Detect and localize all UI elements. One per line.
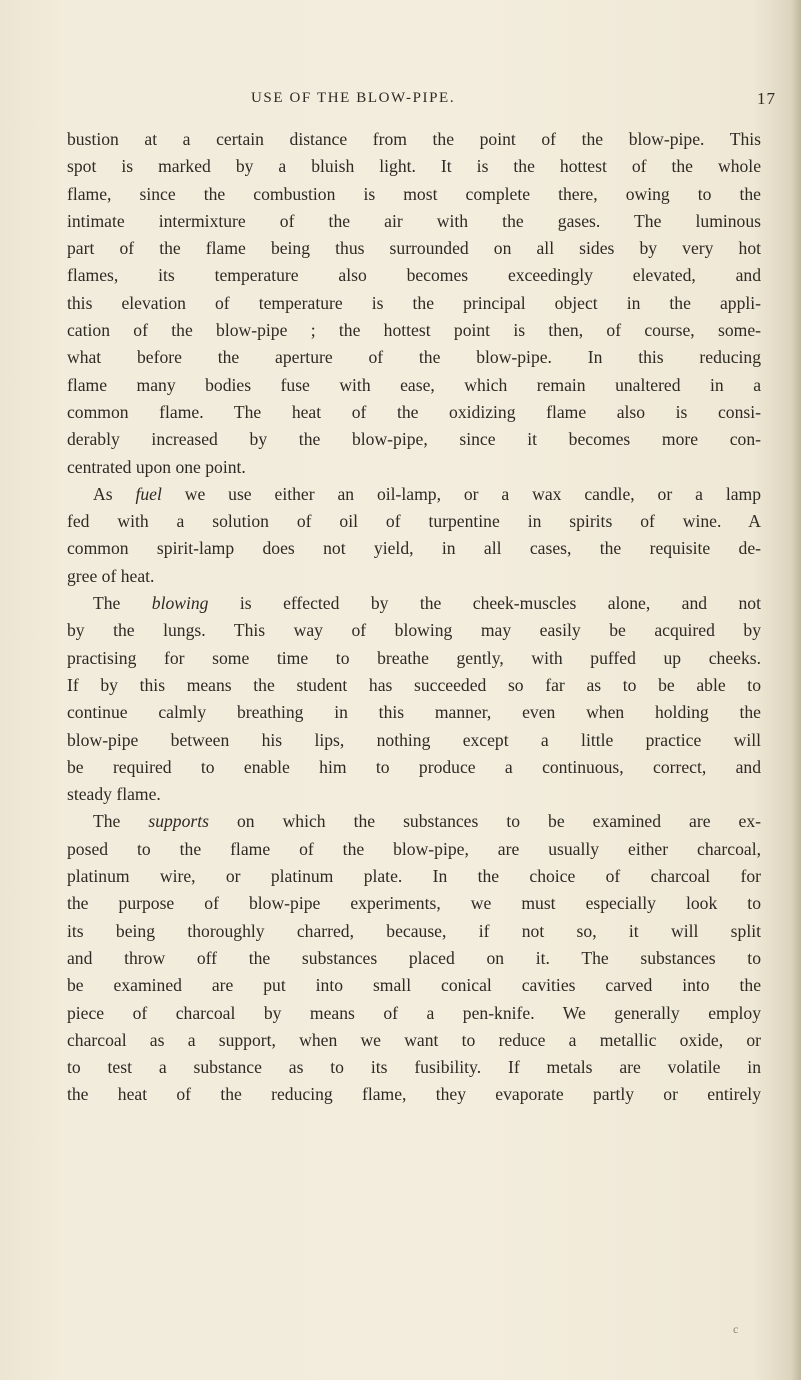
text-line: piece of charcoal by means of a pen-knife. We generally employ xyxy=(67,1002,761,1023)
text-line: the heat of the reducing flame, they evaporate partly or entirely xyxy=(67,1084,761,1105)
text-line: fed with a solution of oil of turpentine in spirits of wine. A xyxy=(67,511,761,532)
text-line: this elevation of temperature is the principal object in the appli- xyxy=(67,292,761,313)
text-line: practising for some time to breathe gently, with puffed up cheeks. xyxy=(67,647,761,668)
paragraph-lead-rest: on which the substances to be examined are ex- xyxy=(208,811,761,832)
paragraph-lead: The xyxy=(93,811,149,832)
page-number: 17 xyxy=(757,89,776,108)
running-title: USE OF THE BLOW-PIPE. xyxy=(251,90,456,106)
text-line: derably increased by the blow-pipe, since it becomes more con- xyxy=(67,429,761,450)
paragraph-supports xyxy=(67,808,761,1108)
text-line: intimate intermixture of the air with the gases. The luminous xyxy=(67,210,761,231)
paragraph-emphasis: fuel xyxy=(135,483,162,504)
signature-mark: c xyxy=(733,1322,739,1336)
text-line: platinum wire, or platinum plate. In the choice of charcoal for xyxy=(67,866,761,887)
text-line: common flame. The heat of the oxidizing flame also is consi- xyxy=(67,401,761,422)
text-line: and throw off the substances placed on it. The substances to xyxy=(67,947,761,968)
text-line: blow-pipe between his lips, nothing except a little practice will xyxy=(67,729,761,750)
text-line: its being thoroughly charred, because, if not so, it will split xyxy=(67,920,761,941)
paragraph-blowing xyxy=(67,590,761,808)
paragraph-lead-rest: is effected by the cheek-muscles alone, and not xyxy=(208,593,761,614)
text-line: be required to enable him to produce a continuous, correct, and xyxy=(67,756,761,777)
text-line: continue calmly breathing in this manner, even when holding the xyxy=(67,702,761,723)
text-line: part of the flame being thus surrounded on all sides by very hot xyxy=(67,238,761,259)
text-line: be examined are put into small conical cavities carved into the xyxy=(67,975,761,996)
page-header xyxy=(0,90,801,118)
text-line: cation of the blow-pipe ; the hottest point is then, of course, some- xyxy=(67,320,761,341)
text-line: centrated upon one point. xyxy=(67,456,246,477)
text-line: charcoal as a support, when we want to reduce a metallic oxide, or xyxy=(67,1029,761,1050)
body-text xyxy=(67,126,761,1109)
page-binding-edge xyxy=(791,0,801,1380)
text-line: by the lungs. This way of blowing may easily be acquired by xyxy=(67,620,761,641)
text-line: common spirit-lamp does not yield, in all cases, the requisite de- xyxy=(67,538,761,559)
text-line: to test a substance as to its fusibility. If metals are volatile in xyxy=(67,1057,761,1078)
text-line-first xyxy=(67,481,761,508)
paragraph-fuel xyxy=(67,481,761,590)
text-line: flames, its temperature also becomes exceedingly elevated, and xyxy=(67,265,761,286)
text-line: posed to the flame of the blow-pipe, are usually either charcoal, xyxy=(67,838,761,859)
text-line: spot is marked by a bluish light. It is the hottest of the whole xyxy=(67,156,761,177)
text-line: what before the aperture of the blow-pipe. In this reducing xyxy=(67,347,761,368)
text-line: If by this means the student has succeeded so far as to be able to xyxy=(67,674,761,695)
paragraph-lead: The xyxy=(93,593,152,614)
paragraph-1 xyxy=(67,126,761,481)
text-line: bustion at a certain distance from the point of the blow-pipe. This xyxy=(67,129,761,149)
paragraph-emphasis: blowing xyxy=(151,593,209,614)
paragraph-lead: As xyxy=(93,483,136,504)
text-line-first xyxy=(67,590,761,617)
text-line: the purpose of blow-pipe experiments, we must especially look to xyxy=(67,893,761,914)
text-line: flame many bodies fuse with ease, which remain unaltered in a xyxy=(67,374,761,395)
paragraph-emphasis: supports xyxy=(148,811,209,832)
text-line: flame, since the combustion is most complete there, owing to the xyxy=(67,183,761,204)
text-line-first xyxy=(67,808,761,835)
text-line: steady flame. xyxy=(67,784,161,805)
text-line: gree of heat. xyxy=(67,565,155,586)
paragraph-lead-rest: we use either an oil-lamp, or a wax candle, or a lamp xyxy=(161,483,761,504)
